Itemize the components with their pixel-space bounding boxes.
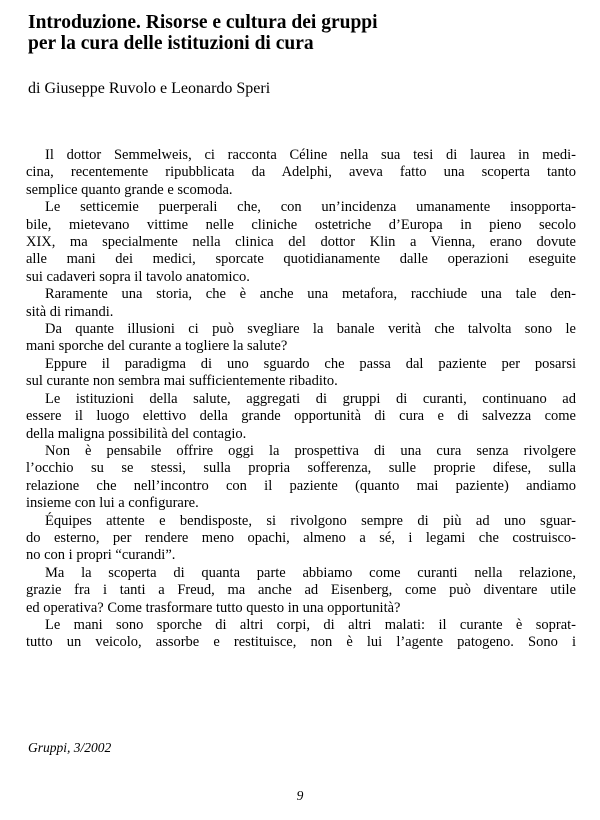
body-line: l’occhio su se stessi, sulla propria sofferenza, sulle proprie difese, sulla xyxy=(26,460,576,477)
body-line: Raramente una storia, che è anche una metafora, racchiude una tale den- xyxy=(45,286,576,303)
title-line: per la cura delle istituzioni di cura xyxy=(28,33,314,54)
body-line: della maligna possibilità del contagio. xyxy=(26,425,247,442)
journal-reference: Gruppi, 3/2002 xyxy=(28,740,112,755)
body-line: Ma la scoperta di quanta parte abbiamo come curanti nella relazione, xyxy=(45,564,576,581)
body-line: sul curante non sembra mai sufficientemente ribadito. xyxy=(26,373,338,390)
body-line: tutto un veicolo, assorbe e restituisce, non è lui l’agente patogeno. Sono i xyxy=(26,634,576,651)
body-line: do esterno, per rendere meno opachi, almeno a sé, i legami che costruisco- xyxy=(26,529,576,546)
body-line: Le mani sono sporche di altri corpi, di altri malati: il curante è soprat- xyxy=(45,616,576,633)
article-body xyxy=(26,147,576,652)
body-line: sui cadaveri sopra il tavolo anatomico. xyxy=(26,268,250,285)
body-line: ed operativa? Come trasformare tutto questo in una opportunità? xyxy=(26,599,401,616)
article-title xyxy=(28,12,568,54)
page-number: 9 xyxy=(296,788,304,803)
body-line: grazie fra i tanti a Freud, ma anche ad Eisenberg, come può diventare utile xyxy=(26,582,576,599)
body-line: bile, mietevano vittime nelle cliniche ostetriche d’Europa in pieno secolo xyxy=(26,216,576,233)
body-line: cina, recentemente ripubblicata da Adelphi, aveva fatto una scoperta tanto xyxy=(26,164,576,181)
body-line: Il dottor Semmelweis, ci racconta Céline nella sua tesi di laurea in medi- xyxy=(45,147,576,163)
title-line: Introduzione. Risorse e cultura dei gruppi xyxy=(28,12,378,33)
body-line: XIX, ma specialmente nella clinica del dottor Klin a Vienna, erano dovute xyxy=(26,234,576,251)
body-line: alle mani dei medici, sporcate quotidianamente dalle operazioni eseguite xyxy=(26,251,576,268)
body-line: Le istituzioni della salute, aggregati di gruppi di curanti, continuano ad xyxy=(45,390,576,407)
body-line: sità di rimandi. xyxy=(26,303,114,320)
body-line: Le setticemie puerperali che, con un’incidenza umanamente insopporta- xyxy=(45,199,576,216)
body-line: Non è pensabile offrire oggi la prospettiva di una cura senza rivolgere xyxy=(45,442,576,459)
body-line: no con i propri “curandi”. xyxy=(26,547,176,564)
body-line: mani sporche del curante a togliere la salute? xyxy=(26,338,288,355)
body-line: Équipes attente e bendisposte, si rivolgono sempre di più ad uno sguar- xyxy=(45,512,576,529)
body-line: relazione che nell’incontro con il paziente (quanto mai paziente) andiamo xyxy=(26,477,576,494)
body-line: insieme con lui a configurare. xyxy=(26,495,199,512)
body-line: Eppure il paradigma di uno sguardo che passa dal paziente per posarsi xyxy=(45,355,576,372)
article-authors: di Giuseppe Ruvolo e Leonardo Speri xyxy=(28,80,271,97)
body-line: Da quante illusioni ci può svegliare la banale verità che talvolta sono le xyxy=(45,321,576,338)
body-line: essere il luogo elettivo della grande opportunità di cura e di salvezza come xyxy=(26,408,576,425)
body-line: semplice quanto grande e scomoda. xyxy=(26,181,233,198)
